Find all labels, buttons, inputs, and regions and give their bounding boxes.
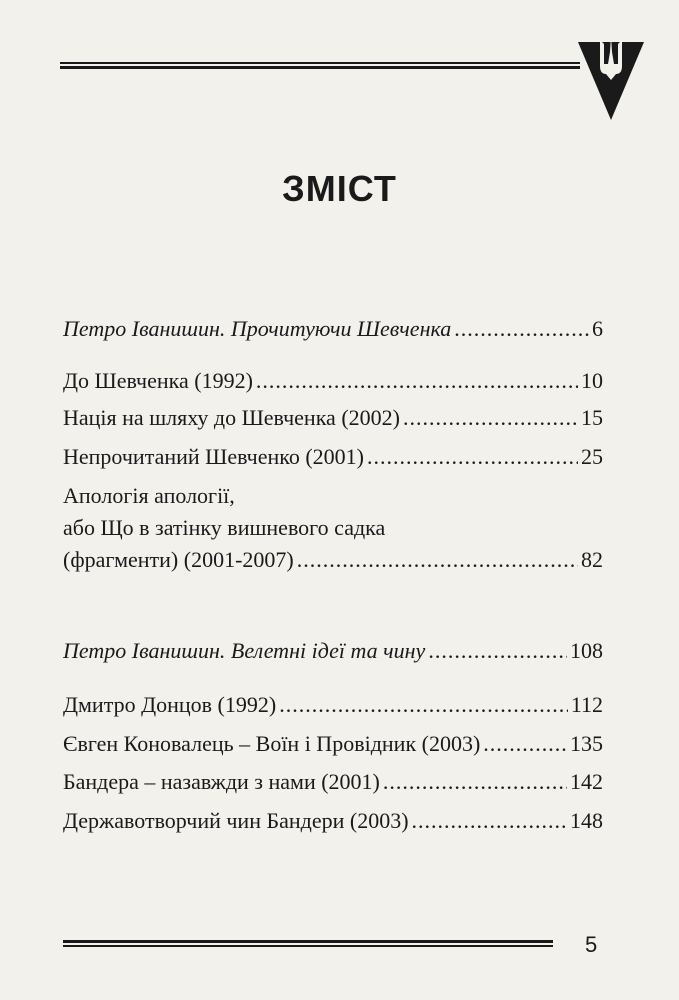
toc-entry	[63, 806, 603, 836]
toc-entry-page: 25	[581, 444, 603, 469]
toc-entry	[63, 403, 603, 433]
toc-entry-title: Державотворчий чин Бандери (2003)	[63, 808, 409, 833]
toc-entry-page: 15	[581, 405, 603, 430]
toc-leader-dots	[428, 636, 567, 666]
toc-entry-title: Петро Іванишин. Прочитуючи Шевченка	[63, 316, 452, 341]
toc-entry-title: Непрочитаний Шевченко (2001)	[63, 444, 364, 469]
toc-entry-page: 148	[570, 808, 603, 833]
toc-entry	[63, 767, 603, 797]
toc-leader-dots	[367, 442, 578, 472]
toc-leader-dots	[483, 729, 567, 759]
toc-entry-title: Дмитро Донцов (1992)	[63, 692, 277, 717]
toc-entry-page: 10	[581, 368, 603, 393]
toc-entry-title: Петро Іванишин. Велетні ідеї та чину	[63, 638, 426, 663]
toc-entry-title: (фрагменти) (2001-2007)	[63, 547, 294, 572]
toc-entry-page: 6	[592, 316, 603, 341]
toc-entry	[63, 690, 603, 720]
toc-entry-title-line: або Що в затінку вишневого садка	[63, 515, 386, 540]
toc-leader-dots	[403, 403, 578, 433]
toc-entry-title: Євген Коновалець – Воїн і Провідник (2003)	[63, 731, 481, 756]
toc-leader-dots	[279, 690, 568, 720]
toc-entry-page: 135	[570, 731, 603, 756]
toc-leader-dots	[454, 314, 589, 344]
toc-entry-page: 108	[570, 638, 603, 663]
toc-entry	[63, 366, 603, 396]
page-title: ЗМІСТ	[282, 168, 397, 209]
toc-entry	[63, 545, 603, 575]
toc-entry	[63, 314, 603, 344]
toc-leader-dots	[297, 545, 578, 575]
toc-leader-dots	[412, 806, 567, 836]
toc-leader-dots	[256, 366, 578, 396]
toc-entry	[63, 729, 603, 759]
footer-rule	[63, 940, 553, 949]
toc-entry-title: Бандера – назавжди з нами (2001)	[63, 769, 380, 794]
toc-entry	[63, 442, 603, 472]
toc-entry	[63, 636, 603, 666]
toc-entry-page: 82	[581, 547, 603, 572]
toc-entry-page: 142	[570, 769, 603, 794]
trident-emblem-icon	[576, 22, 646, 122]
toc-entry-page: 112	[570, 692, 603, 717]
toc-entry-title: Нація на шляху до Шевченка (2002)	[63, 405, 400, 430]
toc-entry-title: До Шевченка (1992)	[63, 368, 253, 393]
page-number: 5	[585, 932, 598, 957]
header-rule	[60, 62, 580, 71]
toc-leader-dots	[383, 767, 567, 797]
toc-entry-title-line: Апологія апології,	[63, 483, 235, 508]
